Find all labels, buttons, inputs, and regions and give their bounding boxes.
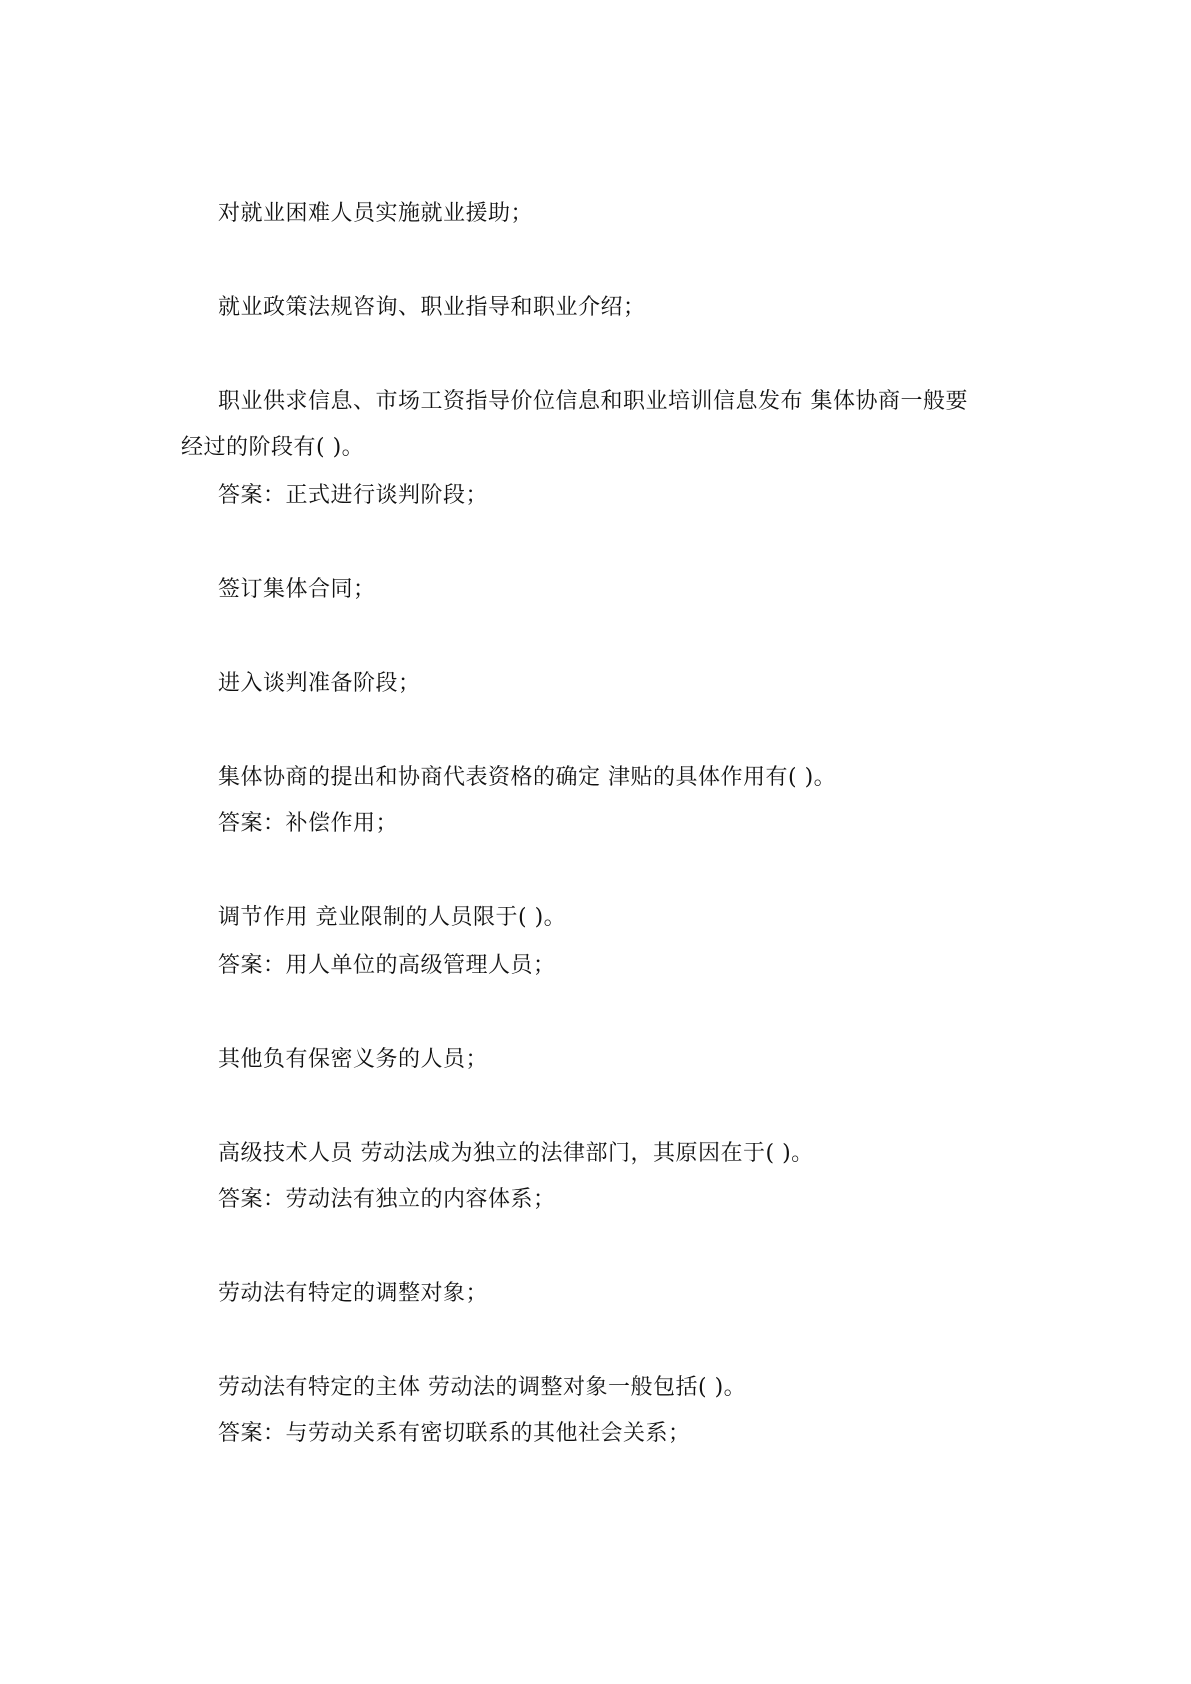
text-line-4: 经过的阶段有( )。 (181, 435, 365, 460)
answer-line-5: 答案：与劳动关系有密切联系的其他社会关系； (218, 1421, 691, 1446)
text-line-11: 劳动法有特定的调整对象； (218, 1281, 489, 1306)
text-line-12: 劳动法有特定的主体 劳动法的调整对象一般包括( )。 (218, 1375, 747, 1400)
text-line-2: 就业政策法规咨询、职业指导和职业介绍； (218, 295, 646, 320)
text-line-8: 调节作用 竞业限制的人员限于( )。 (218, 905, 567, 930)
text-line-10: 高级技术人员 劳动法成为独立的法律部门，其原因在于( )。 (218, 1141, 814, 1166)
text-line-9: 其他负有保密义务的人员； (218, 1047, 489, 1072)
text-line-5: 签订集体合同； (218, 577, 376, 602)
answer-line-4: 答案：劳动法有独立的内容体系； (218, 1187, 556, 1212)
text-line-3: 职业供求信息、市场工资指导价位信息和职业培训信息发布 集体协商一般要 (218, 389, 968, 414)
answer-line-2: 答案：补偿作用； (218, 811, 399, 836)
answer-line-1: 答案：正式进行谈判阶段； (218, 483, 489, 508)
answer-line-3: 答案：用人单位的高级管理人员； (218, 953, 556, 978)
text-line-6: 进入谈判准备阶段； (218, 671, 421, 696)
text-line-1: 对就业困难人员实施就业援助； (218, 201, 534, 226)
text-line-7: 集体协商的提出和协商代表资格的确定 津贴的具体作用有( )。 (218, 765, 837, 790)
